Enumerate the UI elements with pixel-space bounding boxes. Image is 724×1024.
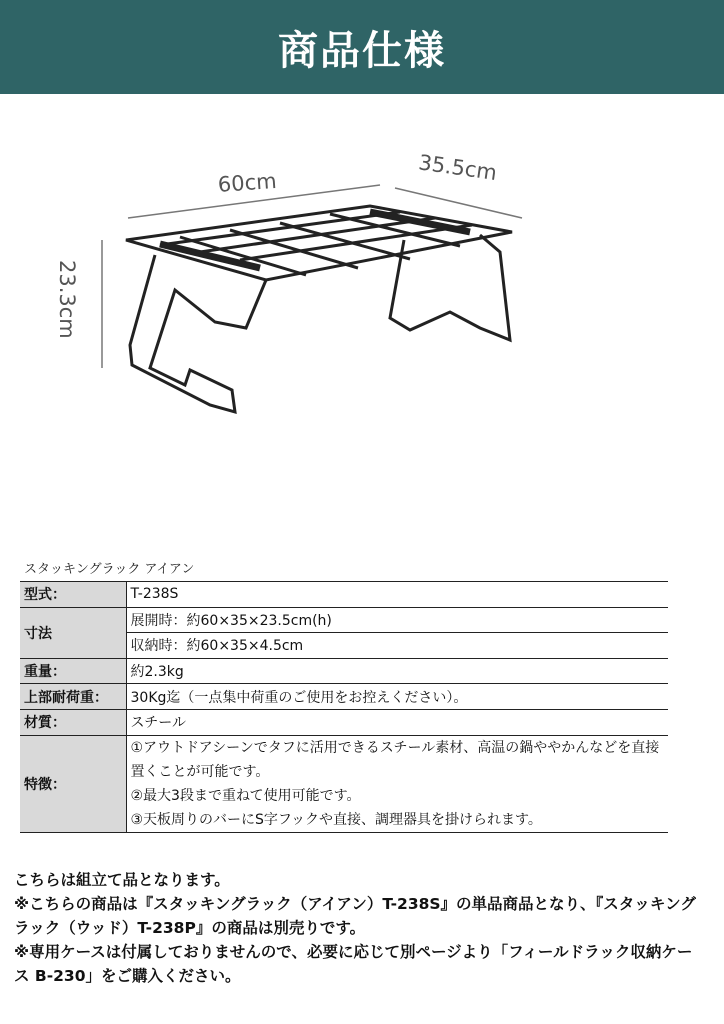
- spec-label: 重量：: [20, 658, 126, 684]
- spec-row-size: [20, 607, 668, 633]
- notes: [14, 868, 704, 988]
- spec-label: 上部耐荷重：: [20, 684, 126, 710]
- spec-value: 収納時：約60×35×4.5cm: [126, 633, 668, 659]
- rack-illustration: [126, 206, 512, 412]
- note: ※専用ケースは付属しておりませんので、必要に応じて別ページより「フィールドラック収納ケース B-230」をご購入ください。: [14, 943, 693, 985]
- dimension-arrows: [102, 185, 522, 368]
- depth-label: 35.5cm: [417, 150, 499, 186]
- feature-3: ③天板周りのバーにS字フックや直接、調理器具を掛けられます。: [130, 811, 542, 828]
- product-caption: スタッキングラック アイアン: [24, 562, 195, 577]
- note: ※こちらの商品は『スタッキングラック（アイアン）T-238S』の単品商品となり、『スタッキングラック（ウッド）T-238P』の商品は別売りです。: [14, 895, 696, 937]
- spec-value: 約2.3kg: [126, 658, 668, 684]
- height-label: 23.3cm: [55, 260, 79, 339]
- page-title: 商品仕様: [278, 27, 446, 74]
- spec-label: 特徴：: [20, 735, 126, 832]
- spec-row-features: [20, 735, 668, 832]
- spec-label: 材質：: [20, 709, 126, 735]
- product-diagram: [40, 140, 580, 440]
- spec-value: 展開時：約60×35×23.5cm(h): [126, 607, 668, 633]
- spec-value: 30Kg迄（一点集中荷重のご使用をお控えください）。: [126, 684, 668, 710]
- feature-2: ②最大3段まで重ねて使用可能です。: [130, 787, 361, 804]
- spec-row-material: [20, 709, 668, 735]
- header-banner: [0, 0, 724, 94]
- spec-row-load: [20, 684, 668, 710]
- spec-value: T-238S: [126, 582, 668, 608]
- spec-value: スチール: [126, 709, 668, 735]
- spec-row-weight: [20, 658, 668, 684]
- note: こちらは組立て品となります。: [14, 871, 230, 889]
- spec-value: [126, 735, 668, 832]
- spec-label: 型式：: [20, 582, 126, 608]
- spec-table: [20, 581, 668, 833]
- spec-row-model: [20, 582, 668, 608]
- feature-1: ①アウトドアシーンでタフに活用できるスチール素材、高温の鍋ややかんなどを直接置くことが可能です。: [130, 739, 660, 780]
- width-label: 60cm: [217, 168, 278, 197]
- spec-label: 寸法: [20, 607, 126, 658]
